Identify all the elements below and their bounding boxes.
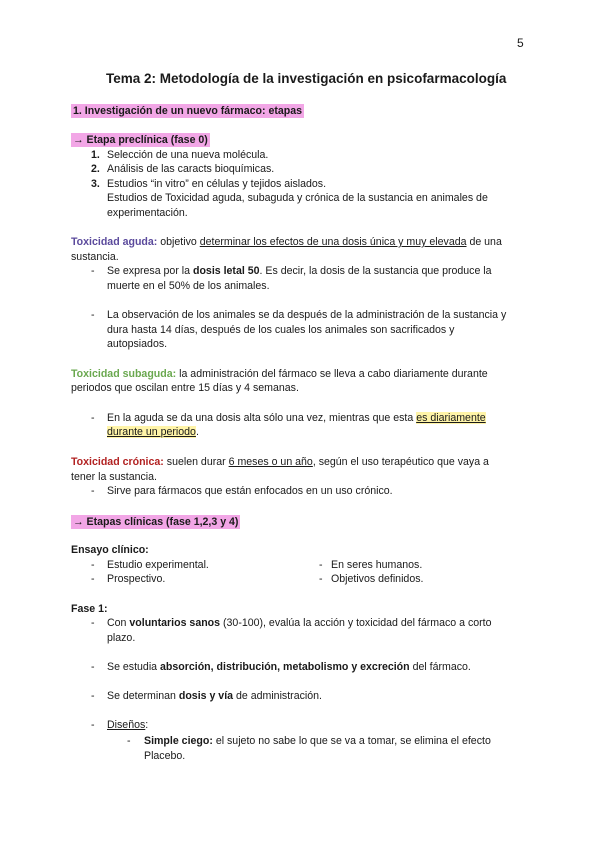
ensayo-item: Estudio experimental. — [107, 559, 209, 571]
page-number: 5 — [517, 36, 524, 50]
subaguda-label: Toxicidad subaguda: — [71, 368, 177, 380]
bullet-text: autopsiados. — [107, 338, 168, 350]
bullet: - — [319, 573, 323, 585]
aguda-label: Toxicidad aguda: — [71, 236, 158, 248]
ensayo-heading: Ensayo clínico: — [71, 544, 149, 556]
list-item: Análisis de las caracts bioquímicas. — [107, 163, 275, 175]
bullet-text: plazo. — [107, 632, 136, 644]
sub-bullet-text: Simple ciego: el sujeto no sabe lo que se va a tomar, se elimina el efecto — [144, 735, 491, 747]
list-number: 1. — [91, 149, 100, 161]
underlined-text: Diseños — [107, 719, 146, 731]
ensayo-item: En seres humanos. — [331, 559, 423, 571]
list-item: Selección de una nueva molécula. — [107, 149, 269, 161]
bullet: - — [91, 412, 95, 424]
cronica-paragraph: Toxicidad crónica: suelen durar 6 meses o un año, según el uso terapéutico que vaya a — [71, 456, 489, 468]
section-heading: 1. Investigación de un nuevo fármaco: etapas — [73, 105, 303, 117]
aguda-line2: sustancia. — [71, 251, 119, 263]
bullet-text: Se determinan dosis y vía de administración. — [107, 690, 322, 702]
bullet-text: durante un periodo. — [107, 426, 199, 438]
bullet: - — [91, 719, 95, 731]
bullet: - — [127, 735, 131, 747]
bullet-text: Sirve para fármacos que están enfocados en un uso crónico. — [107, 485, 393, 497]
bullet: - — [91, 573, 95, 585]
bullet-text: Con voluntarios sanos (30-100), evalúa la acción y toxicidad del fármaco a corto — [107, 617, 492, 629]
cronica-label: Toxicidad crónica: — [71, 456, 164, 468]
highlighted-text: es diariamente — [416, 412, 486, 424]
page-title: Tema 2: Metodología de la investigación en psicofarmacología — [106, 71, 507, 86]
bullet-text: En la aguda se da una dosis alta sólo una vez, mientras que esta es diariamente — [107, 412, 486, 424]
subaguda-paragraph: Toxicidad subaguda: la administración del fármaco se lleva a cabo diariamente durante — [71, 368, 488, 380]
bullet: - — [91, 485, 95, 497]
bullet: - — [91, 309, 95, 321]
ensayo-item: Prospectivo. — [107, 573, 166, 585]
preclinica-note: Estudios de Toxicidad aguda, subaguda y crónica de la sustancia en animales de — [107, 192, 488, 204]
list-item: Estudios “in vitro” en células y tejidos aislados. — [107, 178, 327, 190]
bullet-text: Se estudia absorción, distribución, metabolismo y excreción del fármaco. — [107, 661, 471, 673]
bullet: - — [91, 690, 95, 702]
preclinica-note: experimentación. — [107, 207, 188, 219]
aguda-paragraph: Toxicidad aguda: objetivo determinar los efectos de una dosis única y muy elevada de una — [71, 236, 502, 248]
bullet: - — [91, 617, 95, 629]
bullet-text: dura hasta 14 días, después de los cuales los animales son sacrificados y — [107, 324, 455, 336]
bullet-text: Se expresa por la dosis letal 50. Es decir, la dosis de la sustancia que produce la — [107, 265, 492, 277]
underlined-text: 6 meses o un año — [228, 456, 313, 468]
sub-bullet-text: Placebo. — [144, 750, 186, 762]
cronica-line2: tener la sustancia. — [71, 471, 157, 483]
list-number: 2. — [91, 163, 100, 175]
bullet: - — [319, 559, 323, 571]
subaguda-line2: periodos que oscilan entre 15 días y 4 semanas. — [71, 382, 299, 394]
ensayo-item: Objetivos definidos. — [331, 573, 424, 585]
bullet-text: La observación de los animales se da después de la administración de la sustancia y — [107, 309, 507, 321]
bullet-text: Diseños: — [107, 719, 149, 731]
fase1-heading: Fase 1: — [71, 603, 108, 615]
list-number: 3. — [91, 178, 100, 190]
underlined-text: determinar los efectos de una dosis única y muy elevada — [199, 236, 467, 248]
preclinica-heading: → Etapa preclínica (fase 0) — [73, 134, 208, 146]
bullet-text: muerte en el 50% de los animales. — [107, 280, 270, 292]
bullet: - — [91, 265, 95, 277]
highlighted-text: durante un periodo — [107, 426, 196, 438]
bullet: - — [91, 559, 95, 571]
clinicas-heading: → Etapas clínicas (fase 1,2,3 y 4) — [73, 516, 239, 528]
bullet: - — [91, 661, 95, 673]
